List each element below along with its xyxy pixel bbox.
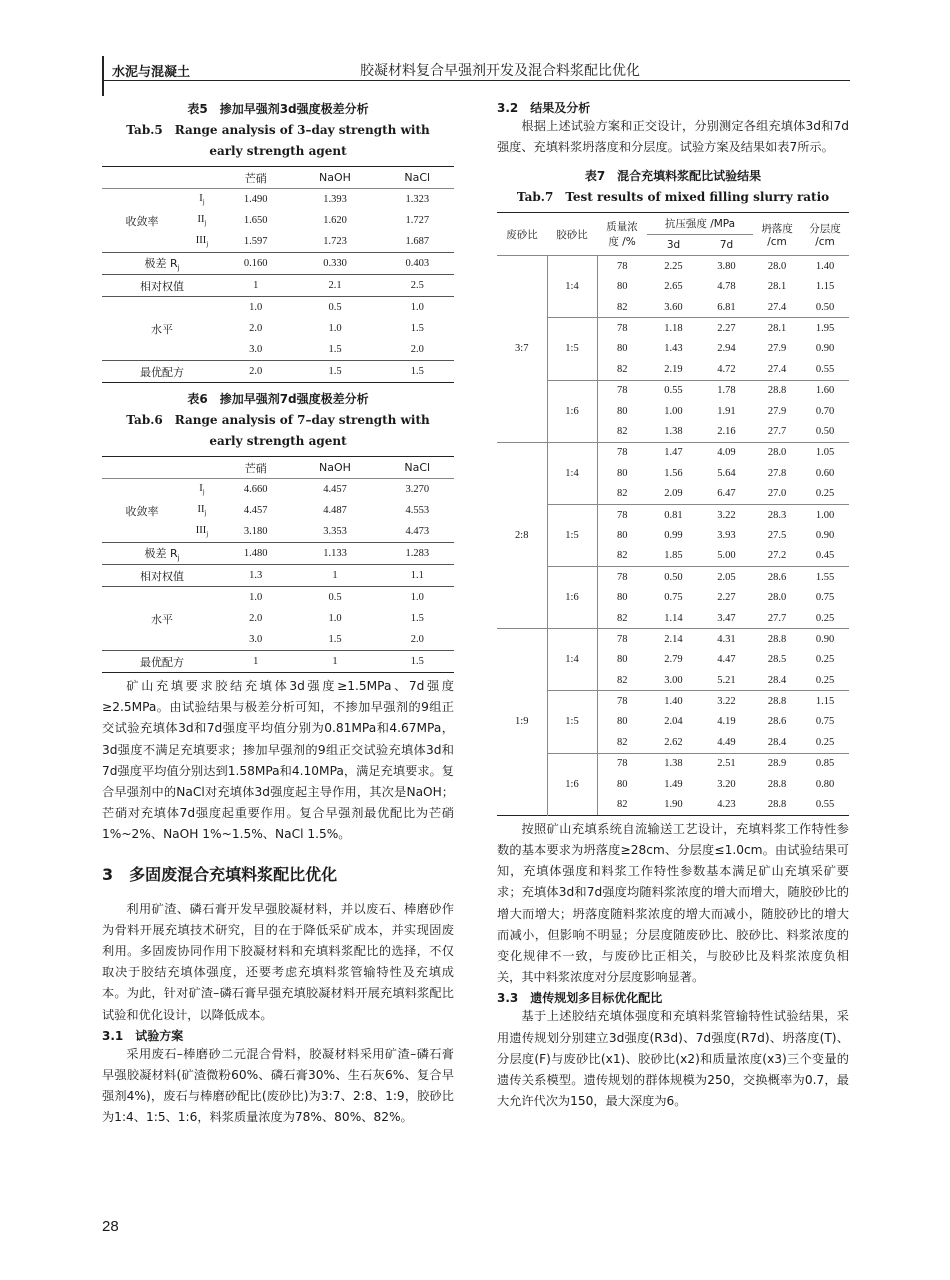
- t7-binder-ratio: 1:6: [547, 380, 597, 442]
- t7-cell: 28.0: [753, 442, 801, 463]
- table5-cell: 1.393: [289, 189, 380, 211]
- t7-cell: 2.05: [700, 567, 753, 588]
- right-paragraph-2: 按照矿山充填系统自流输送工艺设计，充填料浆工作特性参数的基本要求为坍落度≥28cm、分层度≤1.0cm。由试验结果可知，充填体强度和料浆工作特性参数基本满足矿山充填采矿要求；充填体3d和7d强度均随料浆浓度的增大而增大，随胶砂比的增大而增大；坍落度随料浆浓度的增大而减小，随胶砂比的增大而减小，但影响不明显；分层度随废砂比、胶砂比、料浆浓度的变化规律不一致，与废砂比正相关，与胶砂比及料浆浓度负相关，其中料浆浓度对分层度影响显著。: [497, 821, 849, 985]
- table5-header: 芒硝: [222, 167, 289, 189]
- table6-cell: 4.457: [243, 505, 268, 516]
- t7-cell: 82: [597, 608, 647, 629]
- table5-row-label: 收敛率: [102, 189, 182, 253]
- t7-cell: 2.79: [664, 654, 683, 666]
- table6-cell: 4.553: [405, 505, 430, 516]
- t7-cell: 27.7: [767, 612, 787, 624]
- table5-row-index-text: I: [199, 192, 203, 204]
- t7-cell: 27.8: [767, 467, 787, 479]
- table6-level-cell: 0.5: [289, 587, 380, 609]
- t7-cell: 80: [597, 401, 647, 421]
- table6-row-index-text: III: [195, 524, 207, 536]
- t7-cell: 4.09: [700, 442, 753, 463]
- table6-level-label: 水平: [102, 587, 222, 651]
- t7-cell: 2.04: [664, 716, 683, 728]
- table5-row-index: [182, 189, 222, 211]
- t7-waste-ratio: 2:8: [497, 442, 547, 629]
- t7-cell: 82: [597, 670, 647, 691]
- table5-cell: 1.323: [381, 189, 454, 211]
- t7-cell: 0.90: [801, 629, 849, 650]
- t7-cell: 82: [597, 546, 647, 567]
- t7-cell: 27.4: [767, 301, 787, 313]
- section3-title: 3 多固废混合充填料浆配比优化: [102, 864, 338, 884]
- t7-cell: 82: [597, 297, 647, 318]
- table5-range-label: [102, 253, 222, 275]
- t7-cell: 28.4: [767, 736, 787, 748]
- table7-caption-cn: 表7 混合充填料浆配比试验结果: [584, 169, 762, 184]
- table5-row-index-text: III: [195, 234, 207, 246]
- t7-cell: 4.72: [717, 363, 736, 375]
- t7-header-waste: 废砂比: [497, 213, 547, 256]
- table5-caption-cn: 表5 掺加早强剂3d强度极差分析: [187, 102, 369, 116]
- t7-cell: 0.45: [815, 550, 835, 562]
- table5-level-cell: 2.0: [410, 344, 424, 355]
- t7-cell: 78: [597, 380, 647, 401]
- table6-row-label: 收敛率: [102, 479, 182, 543]
- header-rule: [102, 80, 850, 81]
- subsection31-paragraph: 采用废石–棒磨砂二元混合骨料，胶凝材料采用矿渣–磷石膏早强胶凝材料(矿渣微粉60%、磷石膏30%、生石灰6%、复合早强剂4%)，废石与棒磨砂配比(废砂比)为3:7、2:8、1:9，胶砂比为1:4、1:5、1:6，料浆质量浓度为78%、80%、82%。: [102, 1046, 454, 1125]
- t7-binder-ratio: 1:6: [547, 567, 597, 629]
- corner: [102, 457, 222, 479]
- table6-cell: 3.270: [381, 479, 454, 501]
- t7-cell: 3.20: [717, 778, 736, 790]
- t7-cell: 78: [597, 753, 647, 774]
- t7-cell: 0.75: [815, 716, 835, 728]
- t7-cell: 3.60: [664, 301, 683, 313]
- t7-cell: 0.81: [647, 504, 700, 525]
- t7-cell: 0.80: [815, 778, 835, 790]
- table5-best-cell: 1.5: [289, 361, 380, 383]
- table5-row-index: [182, 231, 222, 253]
- t7-cell: 2.62: [664, 736, 683, 748]
- t7-cell: 27.2: [767, 550, 787, 562]
- t7-cell: 80: [597, 463, 647, 483]
- table6-range-label-sub: j: [177, 554, 180, 563]
- t7-cell: 78: [597, 318, 647, 339]
- table6-row-index-text: I: [199, 482, 203, 494]
- t7-cell: 4.23: [700, 794, 753, 815]
- t7-cell: 80: [597, 650, 647, 670]
- table5-level-cell: 2.0: [249, 323, 263, 334]
- t7-cell: 0.90: [815, 529, 835, 541]
- t7-cell: 28.8: [767, 778, 787, 790]
- t7-cell: 0.55: [801, 794, 849, 815]
- t7-cell: 4.78: [717, 281, 736, 293]
- t7-cell: 28.8: [753, 794, 801, 815]
- table6-row-index: [182, 479, 222, 501]
- table5-level-cell: 1.5: [328, 344, 342, 355]
- t7-cell: 1.55: [801, 567, 849, 588]
- table6-caption-cn: 表6 掺加早强剂7d强度极差分析: [187, 392, 369, 406]
- t7-cell: 0.25: [815, 612, 835, 624]
- t7-cell: 0.50: [815, 301, 835, 313]
- table5-best-label: 最优配方: [102, 361, 222, 383]
- t7-cell: 82: [597, 421, 647, 442]
- t7-cell: 82: [597, 359, 647, 380]
- table5-cell: 1.727: [405, 215, 430, 226]
- table6-row-index-sub: j: [202, 488, 205, 497]
- table6-row-index-sub: j: [204, 509, 207, 518]
- table6-best-cell: 1: [222, 651, 289, 673]
- table5-cell: 1.650: [243, 215, 268, 226]
- t7-cell: 1.38: [647, 753, 700, 774]
- table6-best-label: 最优配方: [102, 651, 222, 673]
- t7-header-strat: [801, 213, 849, 256]
- t7-binder-ratio: 1:4: [547, 629, 597, 691]
- corner: [102, 167, 222, 189]
- table5-cell: 1.620: [323, 215, 347, 226]
- t7-cell: 4.31: [700, 629, 753, 650]
- t7-cell: 5.00: [717, 550, 736, 562]
- t7-cell: 0.70: [815, 405, 835, 417]
- table5-cell: 1.490: [222, 189, 289, 211]
- t7-cell: 6.81: [717, 301, 736, 313]
- table6-range-cell: 1.283: [381, 543, 454, 565]
- t7-cell: 4.19: [717, 716, 736, 728]
- table6-range-label: [102, 543, 222, 565]
- t7-binder-ratio: 1:4: [547, 256, 597, 318]
- table5-header: NaOH: [289, 167, 380, 189]
- t7-cell: 5.64: [717, 467, 736, 479]
- t7-cell: 2.51: [700, 753, 753, 774]
- subsection32-paragraph: 根据上述试验方案和正交设计，分别测定各组充填体3d和7d强度、充填料浆坍落度和分层度。试验方案及结果如表7所示。: [497, 119, 849, 155]
- t7-cell: 28.6: [753, 567, 801, 588]
- t7-cell: 0.50: [647, 567, 700, 588]
- table5-caption-en-2: early strength agent: [209, 144, 347, 158]
- t7-header-conc: [597, 213, 647, 256]
- t7-cell: 5.21: [717, 674, 736, 686]
- table5-row-index-sub: j: [202, 198, 205, 207]
- t7-cell: 0.55: [815, 363, 835, 375]
- table6: [102, 456, 454, 673]
- table6-best-cell: 1.5: [381, 651, 454, 673]
- t7-cell: 82: [597, 794, 647, 815]
- table6-range-label-text: 极差 R: [144, 546, 178, 560]
- table6-level-cell: 1.0: [328, 613, 342, 624]
- t7-cell: 1.90: [647, 794, 700, 815]
- table6-level-cell: 2.0: [249, 613, 263, 624]
- table5-caption-en: Tab.5 Range analysis of 3–day strength with: [126, 123, 430, 137]
- table6-row-index: [182, 500, 222, 521]
- table5-weight-cell: 1: [222, 275, 289, 297]
- table6-level-cell: 1.0: [222, 587, 289, 609]
- t7-cell: 82: [597, 483, 647, 504]
- t7-cell: 0.25: [815, 654, 835, 666]
- t7-cell: 2.27: [700, 318, 753, 339]
- t7-cell: 78: [597, 256, 647, 277]
- t7-cell: 2.09: [664, 488, 683, 500]
- table6-caption-en: Tab.6 Range analysis of 7–day strength with: [126, 413, 430, 427]
- table6-weight-cell: 1.3: [222, 565, 289, 587]
- t7-cell: 28.8: [753, 629, 801, 650]
- table5-best-cell: 2.0: [222, 361, 289, 383]
- table5-weight-cell: 2.5: [381, 275, 454, 297]
- t7-cell: 2.65: [664, 281, 683, 293]
- t7-cell: 0.55: [647, 380, 700, 401]
- t7-waste-ratio: 3:7: [497, 256, 547, 443]
- table6-cell: 3.353: [323, 526, 347, 537]
- table5: [102, 166, 454, 383]
- subsection31-title: 3.1 试验方案: [102, 1028, 184, 1043]
- t7-cell: 1.56: [664, 467, 683, 479]
- t7-cell: 3.00: [664, 674, 683, 686]
- left-paragraph: 矿山充填要求胶结充填体3d强度≥1.5MPa、7d强度≥2.5MPa。由试验结果与极差分析可知，不掺加早强剂的9组正交试验充填体3d和7d强度平均值分别为0.81MPa和4.67MPa，3d强度不满足充填要求；掺加早强剂的9组正交试验充填体3d和7d强度平均值分别达到1.58MPa和4.10MPa，满足充填要求。复合早强剂中的NaCl对充填体3d强度起主导作用，其次是NaOH；芒硝对充填体7d强度起重要作用。复合早强剂最优配比为芒硝1%~2%、NaOH 1%~1.5%、NaCl 1.5%。: [102, 679, 454, 842]
- t7-header-ratio: 胶砂比: [547, 213, 597, 256]
- table5-weight-label: 相对权值: [102, 275, 222, 297]
- t7-header-conc-2: 度 /%: [608, 236, 636, 249]
- journal-name: 水泥与混凝土: [112, 65, 191, 80]
- t7-binder-ratio: 1:4: [547, 442, 597, 504]
- t7-cell: 4.49: [717, 736, 736, 748]
- t7-cell: 1.15: [815, 281, 835, 293]
- t7-binder-ratio: 1:6: [547, 753, 597, 815]
- t7-cell: 2.94: [717, 343, 736, 355]
- table7: [497, 212, 849, 815]
- table6-level-cell: 2.0: [410, 634, 424, 645]
- t7-cell: 1.38: [664, 426, 683, 437]
- t7-cell: 1.47: [647, 442, 700, 463]
- t7-cell: 0.99: [664, 529, 683, 541]
- table6-header: 芒硝: [222, 457, 289, 479]
- t7-cell: 0.60: [815, 467, 835, 479]
- section3-paragraph: 利用矿渣、磷石膏开发早强胶凝材料，并以废石、棒磨砂作为骨料开展充填技术研究，目的在于降低采矿成本，并实现固废利用。多固废协同作用下胶凝材料和充填料浆配比的选择，不仅取决于胶结充填体强度，还要考虑充填料浆管输特性及充填成本。为此，针对矿渣–磷石膏早强充填胶凝材料开展充填料浆配比试验和优化设计，以降低成本。: [102, 901, 454, 1022]
- table6-header: NaOH: [289, 457, 380, 479]
- t7-header-conc-1: 质量浓: [606, 221, 638, 234]
- t7-cell: 0.85: [801, 753, 849, 774]
- table5-row-index-sub: j: [206, 240, 209, 249]
- table6-cell: 4.660: [222, 479, 289, 501]
- t7-cell: 28.6: [767, 716, 787, 728]
- t7-cell: 80: [597, 774, 647, 794]
- t7-cell: 1.85: [664, 550, 683, 562]
- table5-best-cell: 1.5: [381, 361, 454, 383]
- t7-cell: 1.78: [700, 380, 753, 401]
- subsection33-title: 3.3 遗传规划多目标优化配比: [497, 991, 663, 1006]
- table6-header: NaCl: [381, 457, 454, 479]
- t7-header-slump-1: 坍落度: [761, 222, 793, 235]
- t7-cell: 1.43: [664, 343, 683, 355]
- t7-cell: 0.75: [664, 592, 683, 604]
- t7-binder-ratio: 1:5: [547, 504, 597, 566]
- table6-row-index: [182, 521, 222, 543]
- t7-cell: 78: [597, 567, 647, 588]
- table6-level-cell: 1.5: [410, 613, 424, 624]
- t7-cell: 28.0: [767, 592, 787, 604]
- t7-cell: 28.1: [753, 318, 801, 339]
- t7-cell: 27.9: [767, 405, 787, 417]
- table6-range-cell: 1.133: [289, 543, 380, 565]
- t7-cell: 82: [597, 732, 647, 753]
- t7-cell: 78: [597, 504, 647, 525]
- table5-range-cell: 0.160: [222, 253, 289, 275]
- table5-header: NaCl: [381, 167, 454, 189]
- t7-cell: 78: [597, 629, 647, 650]
- t7-cell: 2.19: [664, 363, 683, 375]
- t7-cell: 2.27: [717, 592, 736, 604]
- t7-cell: 28.3: [753, 504, 801, 525]
- t7-cell: 78: [597, 691, 647, 712]
- t7-cell: 1.91: [717, 405, 736, 417]
- t7-cell: 0.25: [815, 488, 835, 500]
- t7-cell: 28.9: [753, 753, 801, 774]
- table5-level-cell: 1.0: [222, 297, 289, 319]
- t7-cell: 1.18: [647, 318, 700, 339]
- t7-cell: 1.00: [801, 504, 849, 525]
- t7-cell: 1.60: [801, 380, 849, 401]
- t7-cell: 2.25: [647, 256, 700, 277]
- t7-header-7d: 7d: [719, 238, 734, 251]
- table6-cell: 4.457: [289, 479, 380, 501]
- table6-level-cell: 3.0: [249, 634, 263, 645]
- right-column: [497, 99, 849, 1112]
- t7-binder-ratio: 1:5: [547, 691, 597, 753]
- t7-cell: 3.47: [717, 612, 736, 624]
- t7-header-strength: 抗压强度 /MPa: [647, 213, 753, 234]
- t7-binder-ratio: 1:5: [547, 318, 597, 380]
- subsection33-paragraph: 基于上述胶结充填体强度和充填料浆管输特性试验结果，采用遗传规划分别建立3d强度(R3d)、7d强度(R7d)、坍落度(T)、分层度(F)与废砂比(x1)、胶砂比(x2)和质量浓度(x3)三个变量的遗传关系模型。遗传规划的群体规模为250，交换概率为0.7，最大允许代次为150，最大深度为6。: [497, 1009, 849, 1109]
- t7-cell: 27.9: [767, 343, 787, 355]
- table6-cell: 4.487: [323, 505, 347, 516]
- t7-cell: 0.90: [815, 343, 835, 355]
- table5-range-cell: 0.330: [289, 253, 380, 275]
- table5-level-cell: 1.5: [410, 323, 424, 334]
- table6-level-cell: 1.0: [381, 587, 454, 609]
- table6-best-cell: 1: [289, 651, 380, 673]
- t7-cell: 0.75: [815, 592, 835, 604]
- t7-header-slump-2: /cm: [767, 235, 787, 248]
- t7-cell: 27.7: [767, 426, 787, 437]
- table5-row-index-sub: j: [204, 219, 207, 228]
- table5-row-index-text: II: [197, 213, 205, 225]
- t7-cell: 0.25: [815, 736, 835, 748]
- table6-row-index-sub: j: [206, 530, 209, 539]
- t7-cell: 28.5: [767, 654, 787, 666]
- t7-cell: 80: [597, 525, 647, 545]
- page-number: 28: [102, 1218, 119, 1235]
- t7-cell: 3.93: [717, 529, 736, 541]
- t7-cell: 78: [597, 442, 647, 463]
- table5-level-cell: 0.5: [289, 297, 380, 319]
- t7-cell: 80: [597, 587, 647, 607]
- table5-cell: 1.597: [243, 236, 268, 247]
- t7-cell: 28.0: [753, 256, 801, 277]
- header-bar: [102, 56, 104, 96]
- table6-weight-cell: 1.1: [381, 565, 454, 587]
- t7-cell: 0.50: [815, 426, 835, 437]
- t7-cell: 1.14: [664, 612, 683, 624]
- table5-range-label-sub: j: [177, 264, 180, 273]
- t7-cell: 2.16: [717, 426, 736, 437]
- t7-cell: 1.15: [801, 691, 849, 712]
- t7-cell: 0.25: [815, 674, 835, 686]
- t7-cell: 1.00: [664, 405, 683, 417]
- t7-cell: 3.80: [700, 256, 753, 277]
- t7-waste-ratio: 1:9: [497, 629, 547, 816]
- table5-level-cell: 1.0: [328, 323, 342, 334]
- t7-cell: 80: [597, 339, 647, 359]
- t7-cell: 80: [597, 712, 647, 732]
- t7-cell: 27.5: [767, 529, 787, 541]
- t7-cell: 1.49: [664, 778, 683, 790]
- table5-cell: 1.723: [323, 236, 347, 247]
- t7-cell: 2.14: [647, 629, 700, 650]
- t7-cell: 27.4: [767, 363, 787, 375]
- table5-cell: 1.687: [405, 236, 430, 247]
- t7-cell: 1.95: [801, 318, 849, 339]
- table6-caption-en-2: early strength agent: [209, 434, 347, 448]
- table6-cell: 4.473: [405, 526, 430, 537]
- table5-range-cell: 0.403: [381, 253, 454, 275]
- t7-cell: 27.0: [767, 488, 787, 500]
- t7-cell: 28.4: [767, 674, 787, 686]
- left-column: [102, 99, 454, 1129]
- t7-cell: 28.8: [753, 691, 801, 712]
- table5-row-index: [182, 210, 222, 231]
- t7-header-strat-1: 分层度: [809, 222, 841, 235]
- t7-cell: 1.40: [647, 691, 700, 712]
- t7-cell: 28.1: [767, 281, 787, 293]
- t7-cell: 28.8: [753, 380, 801, 401]
- table5-range-label-text: 极差 R: [144, 256, 178, 270]
- table6-weight-cell: 1: [289, 565, 380, 587]
- subsection32-title: 3.2 结果及分析: [497, 101, 591, 115]
- t7-cell: 3.22: [700, 691, 753, 712]
- table5-level-label: 水平: [102, 297, 222, 361]
- t7-cell: 3.22: [700, 504, 753, 525]
- t7-header-3d: 3d: [666, 238, 681, 251]
- table5-weight-cell: 2.1: [289, 275, 380, 297]
- t7-cell: 1.40: [801, 256, 849, 277]
- t7-cell: 4.47: [717, 654, 736, 666]
- table6-weight-label: 相对权值: [102, 565, 222, 587]
- table5-level-cell: 1.0: [381, 297, 454, 319]
- t7-header-strat-2: /cm: [815, 235, 835, 248]
- table6-cell: 3.180: [243, 526, 268, 537]
- table7-caption-en: Tab.7 Test results of mixed filling slurry ratio: [516, 190, 830, 205]
- t7-cell: 1.05: [801, 442, 849, 463]
- table6-range-cell: 1.480: [222, 543, 289, 565]
- table5-level-cell: 3.0: [249, 344, 263, 355]
- t7-cell: 6.47: [717, 488, 736, 500]
- table6-level-cell: 1.5: [328, 634, 342, 645]
- t7-header-slump: [753, 213, 801, 256]
- table6-row-index-text: II: [197, 503, 205, 515]
- running-title: 胶凝材料复合早强剂开发及混合料浆配比优化: [360, 63, 640, 79]
- t7-cell: 80: [597, 277, 647, 297]
